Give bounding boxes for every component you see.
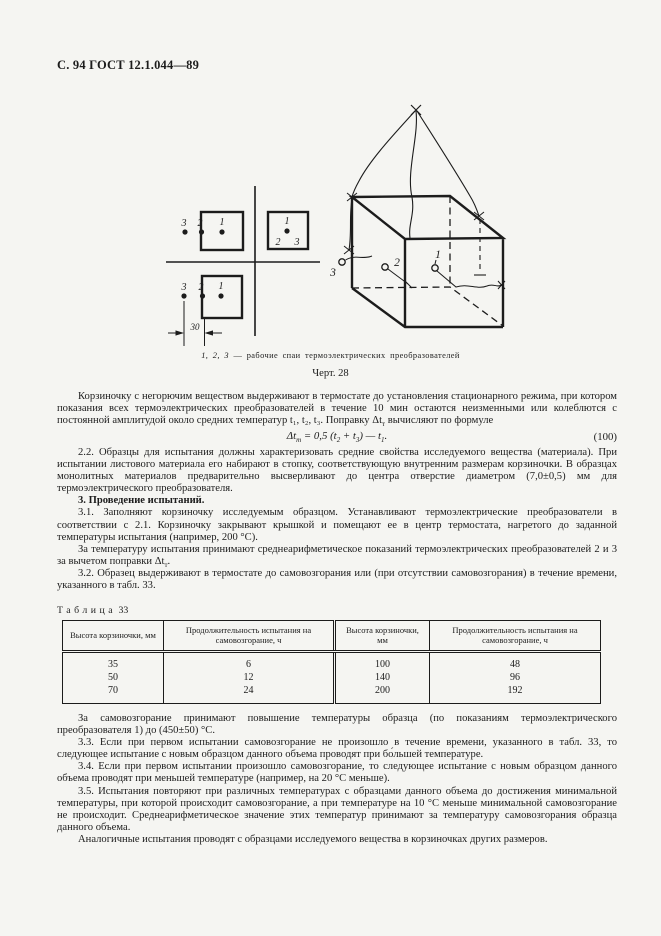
paragraph-3-2: 3.2. Образец выдерживают в термостате до самовозгорания или (при отсутствии самовозгорания) в течение времени, указанного в табл. 33. xyxy=(57,568,617,592)
cell-duration: 24 xyxy=(164,684,335,704)
label-thermocouple-3: 3 xyxy=(181,218,187,229)
dimension-label: 30 xyxy=(190,322,200,332)
subscript: т xyxy=(164,561,168,570)
subscript: т xyxy=(382,420,386,429)
thermocouple-wire-left xyxy=(352,111,415,197)
label-thermocouple-3: 3 xyxy=(181,282,187,293)
table-row xyxy=(63,684,601,704)
caption-text: — рабочие спаи термоэлектрических преобразователей xyxy=(233,351,460,360)
paragraph-selfignition: За самовозгорание принимают повышение температуры образца (по показаниям термоэлектрического преобразователя 1) до (450±50) °С. xyxy=(57,712,617,736)
basket-3d-diagram xyxy=(329,105,505,327)
table-label xyxy=(57,605,617,617)
page-header: С. 94 ГОСТ 12.1.044—89 xyxy=(57,58,200,72)
paragraph-text: За температуру испытания принимают среднеарифметическое показаний термоэлектрических преобразователей 2 и 3 за вычетом поправки Δt xyxy=(57,543,617,568)
paragraph-text: . xyxy=(167,556,171,568)
col-header-basket-height: Высота корзиночки, мм xyxy=(63,620,164,651)
paragraph-3-3: 3.3. Если при первом испытании самовозгорание не произошло в течение времени, указанного в табл. 33, то следующее испытание с новым образцом данного объема проводят при бо́льшей температуре. xyxy=(57,736,617,761)
cell-duration: 12 xyxy=(164,671,335,684)
table-label-number: 33 xyxy=(118,604,129,616)
basket-box-edges xyxy=(352,196,503,327)
table-row xyxy=(63,671,601,684)
dimension-30 xyxy=(168,301,222,346)
formula-expression: $\Delta t_т = 0,5$ $(t_2 + t_3)$ — $t_1$. xyxy=(286,430,388,445)
cell-height: 35 xyxy=(63,651,164,671)
cell-height: 100 xyxy=(335,651,430,671)
caption-numbers: 1, 2, 3 xyxy=(201,351,229,360)
thermocouple-wire-right xyxy=(417,111,479,216)
cell-height: 70 xyxy=(63,684,164,704)
label-thermocouple-2: 2 xyxy=(198,282,204,293)
paragraph-3-1: 3.1. Заполняют корзиночку исследуемым образцом. Устанавливают термоэлектрические преобразователи в соответствии с 2.1. Корзиночку закрывают крышкой и помещают ее в центр термостата, нагретого до заданной температуры испытания (например, 200 °С). xyxy=(57,507,617,543)
label-thermocouple-2: 2 xyxy=(197,218,203,229)
paragraph-test-temperature xyxy=(57,544,617,568)
paragraph-2-2: 2.2. Образцы для испытания должны характеризовать средние свойства исследуемого вещества (материала). При испытании листового материала его набирают в стопку, соответствующую внутренним размерам корзиночки. В образцах монолитных материалов предварительно высверливают до центра отверстие диаметром (7,0±0,5) мм для термоэлектрического преобразователя. xyxy=(57,446,617,495)
cell-duration: 6 xyxy=(164,651,335,671)
cell-height: 200 xyxy=(335,684,430,704)
table-label-word: Таблица xyxy=(57,604,117,616)
table-33 xyxy=(62,620,601,704)
formula-number: (100) xyxy=(593,431,617,444)
cell-duration: 96 xyxy=(430,671,601,684)
section-heading-3: 3. Проведение испытаний. xyxy=(78,495,205,507)
formula-100 xyxy=(57,430,617,445)
cell-duration: 192 xyxy=(430,684,601,704)
label-thermocouple-3: 3 xyxy=(294,237,300,248)
label-thermocouple-2: 2 xyxy=(275,237,281,248)
paragraph-text: Корзиночку с негорючим веществом выдерживают в термостате до установления стационарного режима, при котором показания всех термоэлектрических преобразователей в течение 10 мин остаются неизменными или колеблются с постоянной амплитудой около средних температур t₁, t₂, t₃. Поправку Δt xyxy=(57,391,617,427)
label-thermocouple-3: 3 xyxy=(330,267,336,279)
thermocouple-wire-middle xyxy=(410,111,417,238)
col-header-basket-height: Высота корзиночки, мм xyxy=(335,620,430,651)
figure-caption xyxy=(0,351,661,360)
col-header-test-duration: Продолжительность испытания на самовозгорание, ч xyxy=(164,620,335,651)
label-thermocouple-1: 1 xyxy=(435,249,441,261)
paragraph-intro xyxy=(57,391,617,427)
wire-ticks xyxy=(344,193,484,254)
label-thermocouple-2: 2 xyxy=(394,257,400,269)
table-header-row xyxy=(63,620,601,651)
paragraph-text: вычисляют по формуле xyxy=(385,415,494,427)
paragraph-3-4: 3.4. Если при первом испытании произошло самовозгорание, то следующее испытание с новым образцом данного объема проводят при меньшей температуре (например, на 20 °С меньше). xyxy=(57,761,617,785)
label-thermocouple-1: 1 xyxy=(219,217,225,228)
figure-chart-28 xyxy=(30,92,575,350)
paragraph-final: Аналогичные испытания проводят с образцами исследуемого вещества в корзиночках других размеров. xyxy=(78,834,548,846)
label-thermocouple-1: 1 xyxy=(218,281,224,292)
cell-duration: 48 xyxy=(430,651,601,671)
table-row xyxy=(63,651,601,671)
leader-lines xyxy=(346,256,506,289)
document-body xyxy=(57,391,617,846)
cell-height: 140 xyxy=(335,671,430,684)
paragraph-3-5: 3.5. Испытания повторяют при различных температурах с образцами данного объема до достижения минимальной температуры, при которой происходит самовозгорание, а при температуре на 10 °С меньше минимальной самовозгорание не происходит. Среднеарифметическое значение этих температур принимают за температуру самовозгорания образца данного объема. xyxy=(57,785,617,834)
cell-height: 50 xyxy=(63,671,164,684)
col-header-test-duration: Продолжительность испытания на самовозгорание, ч xyxy=(430,620,601,651)
cross-section-diagram xyxy=(166,186,320,346)
figure-title: Черт. 28 xyxy=(312,368,349,379)
label-thermocouple-1: 1 xyxy=(284,216,290,227)
